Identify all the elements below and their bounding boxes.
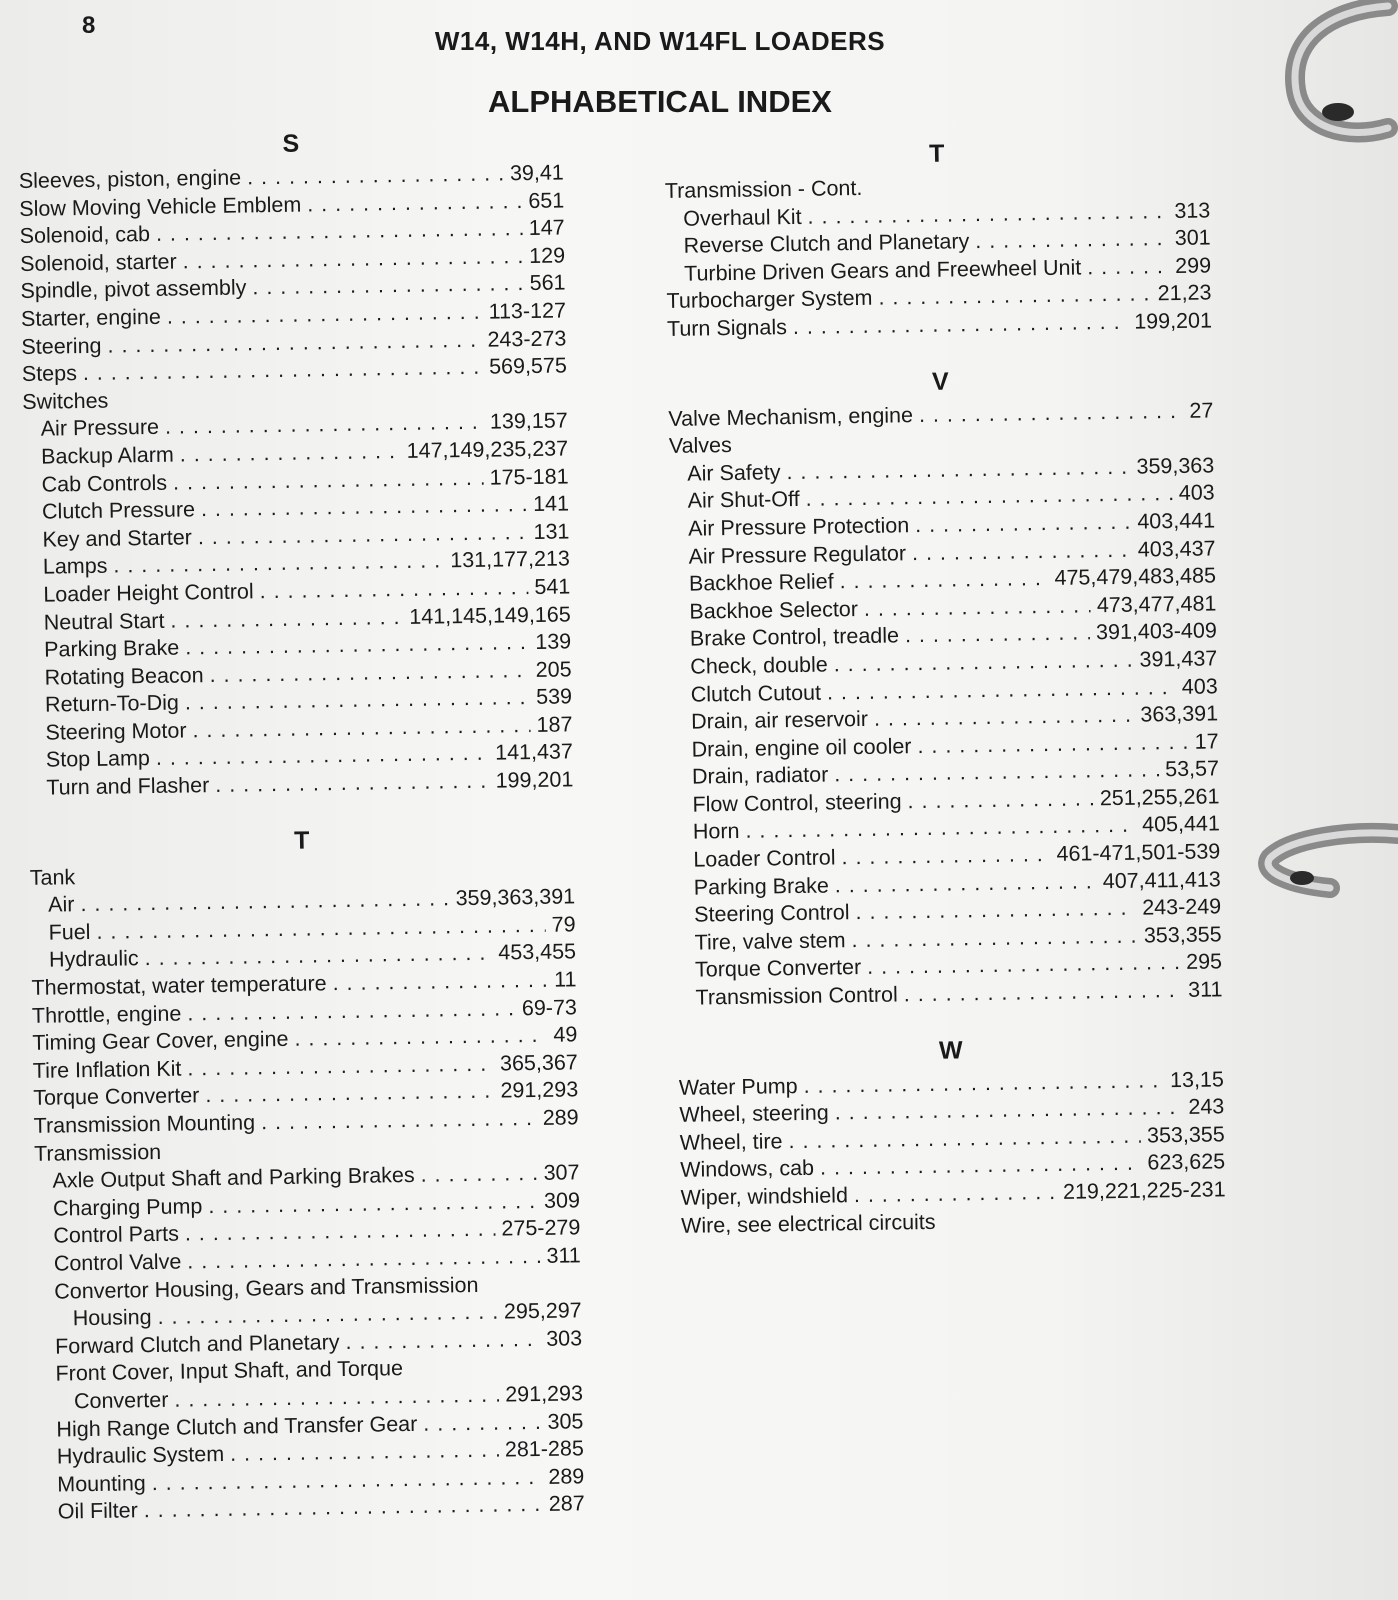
entry-pages: 49 — [553, 1022, 578, 1047]
entry-pages: 147,149,235,237 — [406, 436, 569, 463]
entry-label: Valve Mechanism, engine — [668, 402, 914, 431]
dot-leader — [874, 702, 1135, 734]
entry-label: Transmission — [33, 1139, 162, 1166]
entry-pages: 291,293 — [500, 1077, 579, 1103]
entry-label: Steering Motor — [45, 718, 187, 745]
entry-pages: 275-279 — [501, 1215, 581, 1241]
dot-leader — [423, 1408, 542, 1437]
entry-label: Hydraulic — [48, 946, 139, 973]
entry-label: Water Pump — [678, 1073, 798, 1100]
dot-leader — [835, 868, 1097, 900]
entry-label: Throttle, engine — [31, 1001, 182, 1028]
entry-pages: 287 — [548, 1491, 585, 1517]
entry-pages: 353,355 — [1146, 1122, 1225, 1148]
entry-pages: 295,297 — [503, 1298, 582, 1324]
dot-leader — [878, 281, 1152, 313]
entry-label: Backhoe Relief — [688, 569, 834, 596]
entry-pages: 199,201 — [495, 767, 574, 793]
entry-pages: 359,363 — [1136, 453, 1215, 479]
entry-pages: 243-273 — [487, 325, 567, 352]
entry-label: Fuel — [48, 919, 91, 945]
entry-label: Parking Brake — [693, 873, 829, 900]
entry-pages: 391,403-409 — [1095, 618, 1217, 645]
entry-label: Clutch Cutout — [690, 680, 822, 707]
entry-pages: 175-181 — [489, 463, 569, 490]
entry-pages: 359,363,391 — [455, 884, 576, 911]
entry-pages: 353,355 — [1143, 922, 1222, 948]
entry-label: Solenoid, cab — [19, 222, 151, 249]
entry-pages: 651 — [528, 188, 565, 213]
dot-leader — [252, 270, 524, 302]
dot-leader — [907, 785, 1094, 816]
entry-label: Mounting — [57, 1470, 146, 1497]
entry-pages: 539 — [535, 684, 573, 710]
entry-pages: 17 — [1194, 729, 1219, 754]
entry-pages: 311 — [1187, 977, 1223, 1002]
dot-leader — [854, 1179, 1058, 1210]
entry-label: Check, double — [690, 652, 828, 679]
entry-label: Front Cover, Input Shaft, and Torque — [55, 1356, 404, 1386]
entry-pages: 299 — [1175, 253, 1212, 278]
entry-label: Turn and Flasher — [46, 773, 210, 800]
entry-pages: 363,391 — [1140, 701, 1219, 727]
entry-pages: 219,221,225-231 — [1062, 1177, 1226, 1204]
dot-leader — [919, 397, 1184, 429]
entry-label: Torque Converter — [33, 1083, 200, 1111]
entry-label: Housing — [72, 1305, 152, 1331]
entry-label: Sleeves, piston, engine — [18, 165, 242, 193]
entry-pages: 473,477,481 — [1096, 591, 1217, 617]
entry-pages: 199,201 — [1134, 308, 1213, 334]
entry-label: Transmission Control — [695, 982, 898, 1010]
dot-leader — [1087, 253, 1169, 282]
entry-label: Tank — [29, 864, 76, 890]
entry-label: Wheel, tire — [679, 1129, 783, 1155]
entry-pages: 139 — [535, 629, 572, 655]
entry-pages: 141 — [532, 491, 570, 517]
entry-label: Converter — [73, 1387, 169, 1414]
dot-leader — [864, 592, 1091, 623]
entry-pages: 291,293 — [505, 1381, 584, 1407]
header-title: W14, W14H, AND W14FL LOADERS — [434, 26, 886, 56]
entry-label: Wiper, windshield — [680, 1183, 849, 1210]
entry-pages: 281-285 — [504, 1436, 584, 1462]
entry-label: Steps — [21, 361, 78, 387]
entry-pages: 251,255,261 — [1099, 784, 1220, 811]
entry-label: Charging Pump — [52, 1194, 203, 1221]
entry-label: Loader Height Control — [43, 579, 254, 607]
entry-label: Overhaul Kit — [683, 204, 802, 231]
entry-label: Backup Alarm — [40, 442, 174, 469]
entry-label: Rotating Beacon — [44, 662, 204, 690]
index-title: ALPHABETICAL INDEX — [488, 84, 832, 119]
entry-label: Wire, see electrical circuits — [680, 1209, 936, 1238]
entry-label: Oil Filter — [57, 1498, 138, 1524]
entry-pages: 405,441 — [1141, 811, 1221, 838]
entry-label: Valves — [668, 433, 732, 459]
dot-leader — [975, 225, 1169, 256]
entry-label: Reverse Clutch and Planetary — [683, 229, 970, 258]
entry-pages: 303 — [546, 1326, 583, 1351]
entry-label: Turbocharger System — [666, 286, 873, 314]
entry-label: Torque Converter — [694, 955, 862, 983]
entry-pages: 365,367 — [499, 1050, 578, 1076]
entry-label: Cab Controls — [41, 470, 168, 497]
entry-pages: 309 — [543, 1188, 581, 1213]
dot-leader — [170, 604, 403, 635]
entry-pages: 407,411,413 — [1102, 867, 1221, 893]
entry-label: Turbine Driven Gears and Freewheel Unit — [683, 255, 1082, 286]
dot-leader — [230, 1437, 499, 1469]
entry-pages: 623,625 — [1147, 1149, 1226, 1175]
entry-pages: 289 — [542, 1105, 579, 1130]
entry-label: Clutch Pressure — [41, 497, 196, 524]
entry-label: Key and Starter — [42, 525, 193, 552]
entry-pages: 21,23 — [1157, 280, 1212, 306]
section-letter-t: T — [293, 826, 310, 855]
entry-label: Starter, engine — [20, 304, 162, 331]
entry-label: Switches — [22, 388, 109, 414]
dot-leader — [187, 1243, 541, 1276]
dot-leader — [294, 1022, 547, 1054]
entry-pages: 113-127 — [488, 298, 567, 324]
entry-label: Turn Signals — [666, 315, 788, 341]
entry-label: Thermostat, water temperature — [31, 971, 327, 1000]
entry-label: Steering — [21, 333, 102, 359]
section-letter-t: T — [928, 139, 945, 168]
entry-pages: 295 — [1185, 949, 1223, 975]
entry-pages: 561 — [529, 270, 566, 296]
entry-pages: 305 — [547, 1408, 584, 1434]
entry-pages: 187 — [536, 712, 573, 737]
entry-pages: 141,437 — [494, 739, 574, 766]
dot-leader — [841, 841, 1050, 872]
entry-label: Neutral Start — [43, 608, 165, 635]
entry-pages: 453,455 — [498, 939, 577, 965]
entry-label: Air Shut-Off — [687, 487, 800, 514]
entry-label: Slow Moving Vehicle Emblem — [19, 192, 302, 221]
entry-label: Control Parts — [53, 1221, 180, 1248]
entry-label: Loader Control — [693, 845, 836, 872]
entry-label: Drain, radiator — [691, 762, 829, 789]
entry-label: Return-To-Dig — [44, 690, 180, 717]
entry-label: Axle Output Shaft and Parking Brakes — [52, 1163, 415, 1193]
entry-label: Wheel, steering — [679, 1100, 829, 1128]
entry-label: Backhoe Selector — [689, 596, 859, 624]
entry-pages: 403 — [1178, 480, 1215, 506]
entry-pages: 243 — [1188, 1094, 1225, 1120]
dot-leader — [905, 620, 1091, 650]
dot-leader — [904, 977, 1183, 1009]
binder-ring-middle-icon — [1250, 822, 1398, 902]
dot-leader — [259, 574, 528, 606]
entry-pages: 289 — [548, 1463, 585, 1489]
dot-leader — [307, 188, 523, 219]
section-letter-s: S — [282, 129, 300, 158]
entry-label: Convertor Housing, Gears and Transmission — [54, 1272, 479, 1304]
entry-pages: 475,479,483,485 — [1054, 563, 1217, 591]
entry-pages: 11 — [553, 967, 577, 992]
page-number: 8 — [82, 12, 96, 39]
entry-label: Drain, air reservoir — [690, 706, 869, 734]
entry-pages: 27 — [1189, 397, 1214, 423]
entry-label: Horn — [692, 819, 740, 845]
entry-label: Tire, valve stem — [694, 928, 846, 955]
entry-pages: 403,437 — [1137, 535, 1216, 562]
dot-leader — [332, 967, 548, 998]
entry-label: Transmission Mounting — [33, 1110, 256, 1138]
entry-pages: 131,177,213 — [450, 546, 571, 573]
entry-label: Control Valve — [53, 1249, 182, 1276]
dot-leader — [345, 1326, 540, 1357]
entry-pages: 403 — [1181, 673, 1218, 699]
binder-ring-top-icon — [1268, 0, 1398, 150]
entry-label: Steering Control — [694, 900, 850, 927]
entry-label: Flow Control, steering — [692, 789, 902, 817]
entry-pages: 131 — [533, 519, 570, 544]
entry-label: Windows, cab — [680, 1156, 815, 1183]
entry-pages: 139,157 — [489, 408, 568, 434]
entry-pages: 53,57 — [1164, 756, 1220, 782]
dot-leader — [915, 509, 1132, 540]
entry-pages: 69-73 — [521, 994, 578, 1020]
entry-label: Tire Inflation Kit — [32, 1056, 182, 1083]
dot-leader — [247, 160, 504, 192]
entry-label: Air Pressure — [40, 415, 160, 442]
left-column — [18, 119, 585, 1526]
entry-label: High Range Clutch and Transfer Gear — [56, 1411, 418, 1442]
entry-pages: 307 — [543, 1160, 580, 1186]
entry-label: Stop Lamp — [45, 746, 151, 773]
entry-pages: 301 — [1174, 225, 1211, 251]
entry-pages: 403,441 — [1137, 508, 1216, 534]
dot-leader — [261, 1105, 537, 1137]
entry-pages: 313 — [1174, 198, 1211, 223]
dot-leader — [839, 565, 1048, 596]
entry-label: Brake Control, treadle — [689, 623, 900, 651]
entry-label: Parking Brake — [44, 635, 180, 662]
section-letter-v: V — [931, 367, 949, 396]
entry-label: Air — [48, 892, 75, 917]
dot-leader — [793, 309, 1129, 342]
entry-pages: 569,575 — [488, 353, 567, 379]
entry-label: Air Pressure Protection — [687, 513, 910, 541]
entry-label: Solenoid, starter — [19, 249, 177, 276]
entry-pages: 391,437 — [1139, 646, 1218, 672]
entry-pages: 243-249 — [1142, 894, 1222, 920]
entry-pages: 461-471,501-539 — [1056, 839, 1221, 866]
entry-pages: 311 — [546, 1243, 581, 1268]
entry-pages: 147 — [528, 215, 565, 241]
entry-pages: 129 — [529, 243, 566, 268]
entry-pages: 205 — [535, 657, 572, 682]
dot-leader — [180, 438, 401, 469]
dot-leader — [420, 1160, 537, 1189]
entry-pages: 79 — [551, 912, 576, 937]
dot-leader — [215, 768, 490, 800]
entry-label: Forward Clutch and Planetary — [54, 1329, 340, 1359]
entry-label: Transmission - Cont. — [664, 175, 863, 203]
dot-leader — [912, 536, 1132, 567]
right-column — [664, 129, 1226, 1240]
entry-label: Spindle, pivot assembly — [20, 275, 247, 304]
dot-leader — [855, 895, 1136, 927]
entry-label: Hydraulic System — [56, 1442, 225, 1469]
entry-label: Lamps — [42, 553, 108, 579]
entry-label: Drain, engine oil cooler — [691, 733, 912, 762]
section-letter-w: W — [938, 1036, 963, 1065]
dot-leader — [917, 729, 1189, 761]
entry-pages: 541 — [534, 574, 571, 599]
entry-pages: 39,41 — [509, 160, 564, 186]
entry-label: Air Pressure Regulator — [688, 540, 907, 569]
entry-pages: 141,145,149,165 — [409, 601, 571, 629]
entry-label: Timing Gear Cover, engine — [32, 1027, 289, 1056]
entry-label: Air Safety — [687, 459, 781, 486]
entry-pages: 13,15 — [1169, 1066, 1225, 1092]
